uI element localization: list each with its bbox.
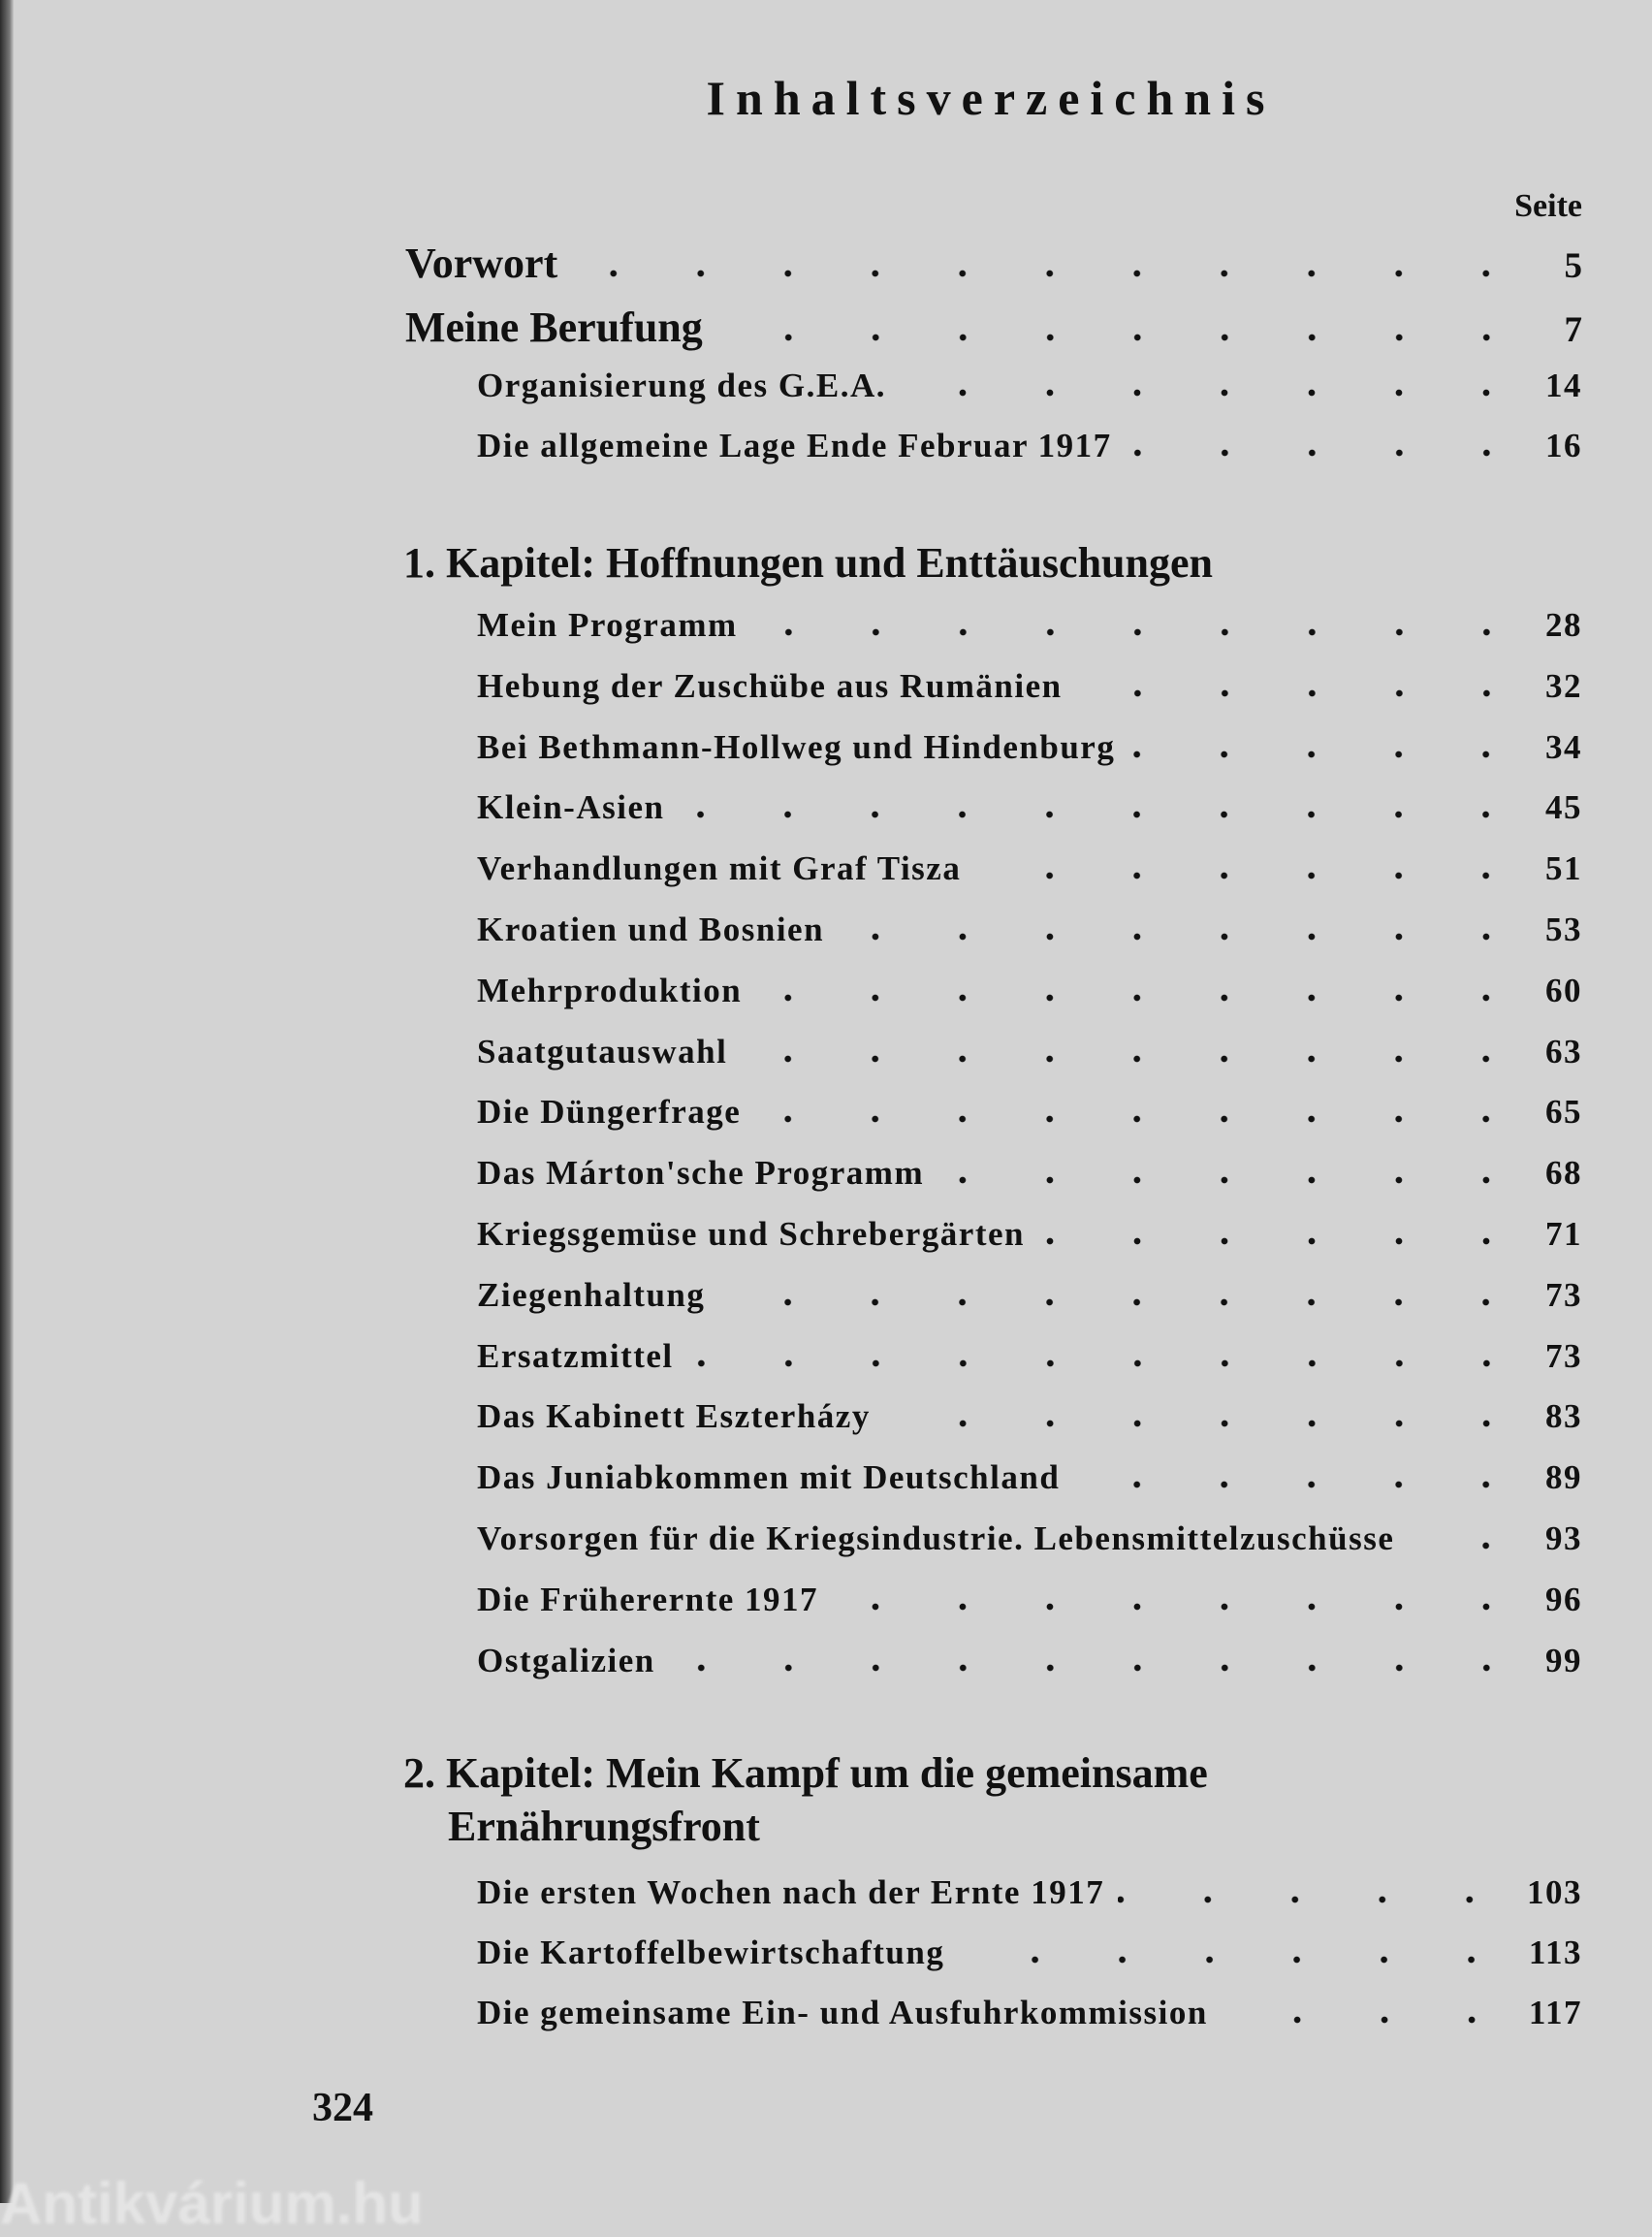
- toc-entry-title: Die gemeinsame Ein- und Ausfuhrkommission: [477, 1994, 1208, 2031]
- watermark: Antikvárium.hu: [0, 2171, 424, 2236]
- toc-entry: [0, 606, 1582, 645]
- toc-entry-page: 65: [1545, 1093, 1582, 1132]
- toc-entry-page: 14: [1545, 367, 1582, 404]
- dot-leader: [571, 270, 1530, 277]
- toc-entry-title: 2. Kapitel: Mein Kampf um die gemeinsame: [403, 1749, 1208, 1797]
- toc-entry-page: 83: [1545, 1397, 1582, 1436]
- toc-entry: [0, 849, 1582, 888]
- dot-leader: [1126, 449, 1530, 457]
- toc-entry-page: 45: [1545, 788, 1582, 827]
- toc-entry-page: 73: [1545, 1275, 1582, 1314]
- dot-leader: [937, 1176, 1530, 1184]
- dot-leader: [1118, 1896, 1513, 1903]
- toc-entry-page: 89: [1545, 1458, 1582, 1497]
- toc-entry-page: 5: [1564, 246, 1582, 286]
- toc-entry: [0, 303, 1582, 352]
- toc-entry-title: Das Márton'sche Programm: [477, 1154, 925, 1193]
- toc-entry: [0, 538, 1582, 588]
- toc-entry: [0, 367, 1582, 405]
- toc-entry-page: 32: [1545, 666, 1582, 705]
- toc-entry-title: Mehrproduktion: [477, 971, 743, 1009]
- toc-entry-title: Mein Programm: [477, 606, 738, 644]
- dot-leader: [1222, 2016, 1515, 2024]
- toc-entry: [0, 239, 1582, 288]
- dot-leader: [751, 628, 1530, 636]
- dot-leader: [974, 872, 1530, 879]
- toc-entry-page: 93: [1545, 1519, 1582, 1557]
- toc-entry-title: Meine Berufung: [405, 304, 703, 351]
- toc-entry: [0, 1994, 1582, 2032]
- toc-entry-page: 117: [1528, 1994, 1582, 2031]
- toc-entry: [0, 1276, 1582, 1315]
- toc-entry-title: Bei Bethmann-Hollweg und Hindenburg: [477, 727, 1116, 766]
- dot-leader: [741, 1055, 1530, 1063]
- toc-entry: [0, 1093, 1582, 1132]
- toc-entry-title: Ersatzmittel: [477, 1336, 674, 1375]
- toc-entry: [0, 1642, 1582, 1680]
- toc-entry: [0, 1215, 1582, 1254]
- dot-leader: [884, 1420, 1530, 1427]
- dot-leader: [832, 1603, 1530, 1611]
- chapter-heading-continued: Ernährungsfront: [448, 1803, 760, 1850]
- toc-entry: [0, 1033, 1582, 1071]
- toc-entry: [0, 972, 1582, 1010]
- toc-entry-page: 103: [1527, 1873, 1582, 1911]
- toc-entry: [0, 1748, 1582, 1798]
- toc-entry-title: Kroatien und Bosnien: [477, 911, 825, 948]
- toc-entry-page: 96: [1545, 1580, 1582, 1618]
- dot-leader: [678, 811, 1530, 818]
- dot-leader: [958, 1956, 1515, 1964]
- dot-leader: [1128, 751, 1530, 758]
- toc-entry: [0, 1337, 1582, 1376]
- toc-entry: [0, 1519, 1582, 1558]
- toc-entry-page: 7: [1564, 310, 1582, 350]
- toc-entry: [0, 667, 1582, 706]
- page-title: Inhaltsverzeichnis: [706, 71, 1276, 125]
- dot-leader: [838, 933, 1530, 941]
- dot-leader: [1408, 1542, 1530, 1550]
- toc-entry-title: Organisierung des G.E.A.: [477, 367, 887, 404]
- page-column-label: Seite: [1514, 188, 1582, 224]
- dot-leader: [1073, 1481, 1530, 1488]
- toc-entry-title: Die allgemeine Lage Ende Februar 1917: [477, 427, 1112, 464]
- toc-entry: [0, 1397, 1582, 1436]
- toc-entry-title: Das Kabinett Eszterházy: [477, 1397, 871, 1436]
- toc-entry-page: 60: [1545, 971, 1582, 1009]
- toc-entry-page: 51: [1545, 849, 1582, 888]
- toc-entry-page: 28: [1545, 606, 1582, 644]
- toc-entry-title: Die Kartoffelbewirtschaftung: [477, 1933, 945, 1971]
- dot-leader: [669, 1664, 1530, 1672]
- toc-entry-title: Die Früherernte 1917: [477, 1580, 819, 1618]
- toc-entry-page: 63: [1545, 1032, 1582, 1071]
- page-number: 324: [312, 2086, 373, 2130]
- toc-entry-title: Saatgutauswahl: [477, 1032, 728, 1071]
- dot-leader: [900, 389, 1530, 397]
- dot-leader: [716, 334, 1530, 341]
- toc-entry-title: Vorwort: [405, 240, 558, 287]
- toc-entry-title: Verhandlungen mit Graf Tisza: [477, 849, 962, 888]
- toc-entry-title: Die Düngerfrage: [477, 1093, 742, 1132]
- toc-entry: [0, 1933, 1582, 1972]
- toc-entry: [0, 788, 1582, 827]
- toc-entry-page: 99: [1545, 1641, 1582, 1679]
- toc-entry-title: 1. Kapitel: Hoffnungen und Enttäuschungen: [403, 539, 1213, 587]
- toc-entry: [0, 728, 1582, 767]
- toc-entry-page: 73: [1545, 1336, 1582, 1375]
- toc-entry-title: Die ersten Wochen nach der Ernte 1917: [477, 1873, 1105, 1911]
- toc-entry: [0, 427, 1582, 465]
- dot-leader: [755, 994, 1530, 1002]
- toc-entry: [0, 911, 1582, 949]
- toc-entry: [0, 1873, 1582, 1912]
- toc-entry-page: 68: [1545, 1154, 1582, 1193]
- toc-entry: [0, 1581, 1582, 1619]
- toc-entry: [0, 1154, 1582, 1193]
- toc-entry-page: 34: [1545, 727, 1582, 766]
- toc-entry-page: 113: [1528, 1933, 1582, 1971]
- dot-leader: [1076, 689, 1530, 697]
- dot-leader: [754, 1115, 1530, 1123]
- toc-entry-page: 53: [1545, 911, 1582, 948]
- toc-entry-title: Vorsorgen für die Kriegsindustrie. Lebensmittelzuschüsse: [477, 1519, 1395, 1557]
- toc-entry-title: Das Juniabkommen mit Deutschland: [477, 1458, 1061, 1497]
- toc-entry-title: Ziegenhaltung: [477, 1275, 706, 1314]
- dot-leader: [718, 1298, 1530, 1306]
- toc-entry-page: 16: [1545, 427, 1582, 464]
- toc-entry-page: 71: [1545, 1215, 1582, 1253]
- toc-entry-title: Kriegsgemüse und Schrebergärten: [477, 1215, 1025, 1253]
- toc-entry-title: Ostgalizien: [477, 1641, 655, 1679]
- toc-entry-title: Klein-Asien: [477, 788, 665, 827]
- toc-entry: [0, 1458, 1582, 1497]
- dot-leader: [687, 1359, 1530, 1367]
- toc-entry-title: Hebung der Zuschübe aus Rumänien: [477, 666, 1063, 705]
- dot-leader: [1038, 1237, 1530, 1245]
